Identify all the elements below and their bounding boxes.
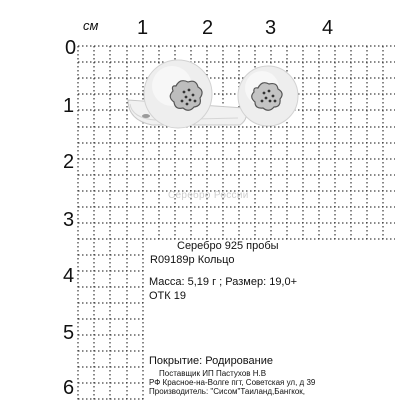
unit-label: см — [83, 18, 99, 33]
supplier-line-1: Поставщик ИП Пастухов Н.В — [159, 369, 267, 378]
top-number-4: 4 — [322, 17, 334, 39]
left-number-5: 5 — [63, 322, 75, 344]
ring-image — [128, 60, 298, 128]
top-number-3: 3 — [265, 17, 277, 39]
left-number-4: 4 — [63, 265, 75, 287]
top-number-0: 0 — [65, 37, 77, 59]
left-number-3: 3 — [63, 209, 75, 231]
left-number-6: 6 — [63, 377, 75, 399]
top-number-2: 2 — [202, 17, 214, 39]
top-number-1: 1 — [137, 17, 149, 39]
watermark: Серебро России — [168, 190, 249, 201]
info-otk: ОТК 19 — [149, 290, 186, 302]
left-number-2: 2 — [63, 151, 75, 173]
left-number-1: 1 — [63, 95, 75, 117]
supplier-line-3: Производитель: "Сисом"Таиланд,Бангкок, — [149, 387, 306, 396]
info-metal: Серебро 925 пробы — [177, 240, 279, 252]
supplier-info — [149, 369, 399, 396]
supplier-line-2: РФ Красное-на-Волге пгт, Советская ул, д 39 — [149, 378, 316, 387]
info-article: R09189р Кольцо — [150, 254, 235, 266]
grid-lines — [78, 46, 395, 400]
product-info — [145, 240, 395, 304]
coating-info — [145, 355, 395, 369]
info-coating: Покрытие: Родирование — [149, 355, 273, 367]
info-mass-size: Масса: 5,19 г ; Размер: 19,0+ — [149, 276, 298, 288]
